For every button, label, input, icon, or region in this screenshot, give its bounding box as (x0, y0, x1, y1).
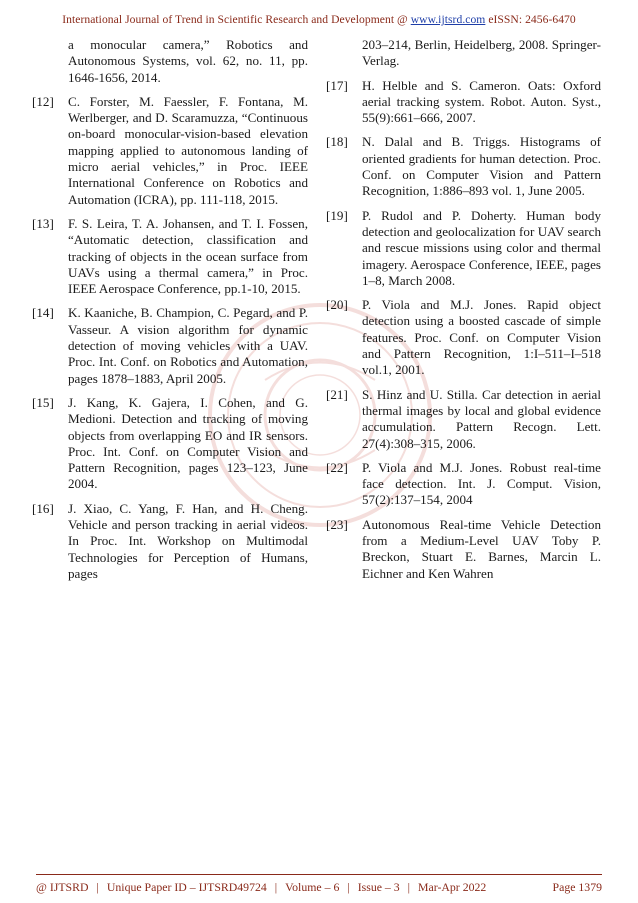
reference-number: [15] (32, 394, 54, 410)
right-column (326, 37, 601, 590)
reference-text: C. Forster, M. Faessler, F. Fontana, M. Werlberger, and D. Scaramuzza, “Continuous on-board monocular-vision-based elevation mapping applied to autonomous landing of micro aerial vehicles,” in Proc. IEEE International Conference on Robotics and Automation (ICRA), pp. 111-118, 2015. (68, 93, 308, 207)
reference-item (326, 517, 601, 582)
header-prefix: International Journal of Trend in Scientific Research and Development @ (62, 13, 411, 26)
reference-item (326, 134, 601, 199)
reference-number: [22] (326, 459, 348, 475)
journal-url-link[interactable]: www.ijtsrd.com (410, 13, 486, 26)
reference-item (32, 94, 308, 208)
reference-text: J. Kang, K. Gajera, I. Cohen, and G. Medioni. Detection and tracking of moving objects from overlapping EO and IR sensors. Proc. Int. Conf. on Computer Vision and Pattern Recognition, pages 123–123, June 2004. (68, 394, 308, 492)
reference-item (326, 297, 601, 378)
reference-continuation: 203–214, Berlin, Heidelberg, 2008. Springer-Verlag. (362, 37, 601, 69)
reference-continuation: a monocular camera,” Robotics and Autonomous Systems, vol. 62, no. 11, pp. 1646-1656, 2014. (68, 37, 308, 85)
reference-text: P. Viola and M.J. Jones. Robust real-time face detection. Int. J. Comput. Vision, 57(2):137–154, 2004 (362, 459, 601, 508)
reference-text: H. Helble and S. Cameron. Oats: Oxford aerial tracking system. Robot. Auton. Syst., 55(9):661–666, 2007. (362, 77, 601, 126)
reference-item (326, 387, 601, 452)
reference-item (32, 395, 308, 493)
running-footer: @ IJTSRD | Unique Paper ID – IJTSRD49724 | Volume – 6 | Issue – 3 | Mar-Apr 2022 Page 1379 (36, 880, 602, 894)
reference-item (32, 501, 308, 582)
reference-item (326, 78, 601, 127)
footer-date: Mar-Apr 2022 (418, 880, 487, 894)
reference-number: [19] (326, 207, 348, 223)
reference-number: [13] (32, 215, 54, 231)
reference-number: [18] (326, 134, 348, 150)
footer-page-number: Page 1379 (552, 880, 602, 894)
reference-number: [23] (326, 516, 348, 532)
header-suffix: eISSN: 2456-6470 (485, 13, 576, 26)
footer-issue: Issue – 3 (357, 880, 400, 894)
reference-number: [21] (326, 386, 348, 402)
footer-volume: Volume – 6 (285, 880, 340, 894)
reference-number: [14] (32, 305, 54, 321)
reference-text: P. Viola and M.J. Jones. Rapid object detection using a boosted cascade of simple features. Proc. Conf. on Computer Vision and Pattern Recognition, 1:I–511–I–518 vol.1, 2001. (362, 297, 601, 378)
footer-journal: @ IJTSRD (36, 880, 89, 894)
reference-item (326, 460, 601, 509)
reference-item (32, 216, 308, 297)
running-header (0, 13, 638, 26)
footer-paper-id: Unique Paper ID – IJTSRD49724 (106, 880, 267, 894)
reference-text: S. Hinz and U. Stilla. Car detection in aerial thermal images by local and global evidence accumulation. Pattern Recogn. Lett. 27(4):308–315, 2006. (362, 386, 601, 451)
reference-number: [17] (326, 77, 348, 93)
reference-number: [12] (32, 93, 54, 109)
reference-text: K. Kaaniche, B. Champion, C. Pegard, and P. Vasseur. A vision algorithm for dynamic detection of moving vehicles with a UAV. Proc. Int. Conf. on Robotics and Automation, pages 1878–1883, April 2005. (68, 305, 308, 386)
reference-number: [16] (32, 500, 54, 516)
reference-text: Autonomous Real-time Vehicle Detection from a Medium-Level UAV Toby P. Breckon, Stuart E. Barnes, Marcin L. Eichner and Ken Wahren (362, 516, 601, 581)
reference-number: [20] (326, 297, 348, 313)
footer-divider (36, 874, 602, 875)
reference-text: F. S. Leira, T. A. Johansen, and T. I. Fossen, “Automatic detection, classification and tracking of objects in the ocean surface from UAVs using a thermal camera,” in Proc. IEEE Aerospace Conference, pp.1-10, 2015. (68, 215, 308, 297)
reference-text: N. Dalal and B. Triggs. Histograms of oriented gradients for human detection. Proc. Conf. on Computer Vision and Pattern Recognition, 1:886–893 vol. 1, June 2005. (362, 134, 601, 199)
reference-text: J. Xiao, C. Yang, F. Han, and H. Cheng. Vehicle and person tracking in aerial videos. In Proc. Int. Workshop on Multimodal Technologies for Perception of Humans, pages (68, 500, 308, 581)
left-column (32, 37, 308, 590)
reference-text: P. Rudol and P. Doherty. Human body detection and geolocalization for UAV search and rescue missions using color and thermal imagery. Aerospace Conference, IEEE, pages 1–8, March 2008. (362, 207, 601, 288)
reference-item (32, 305, 308, 386)
reference-item (326, 208, 601, 289)
